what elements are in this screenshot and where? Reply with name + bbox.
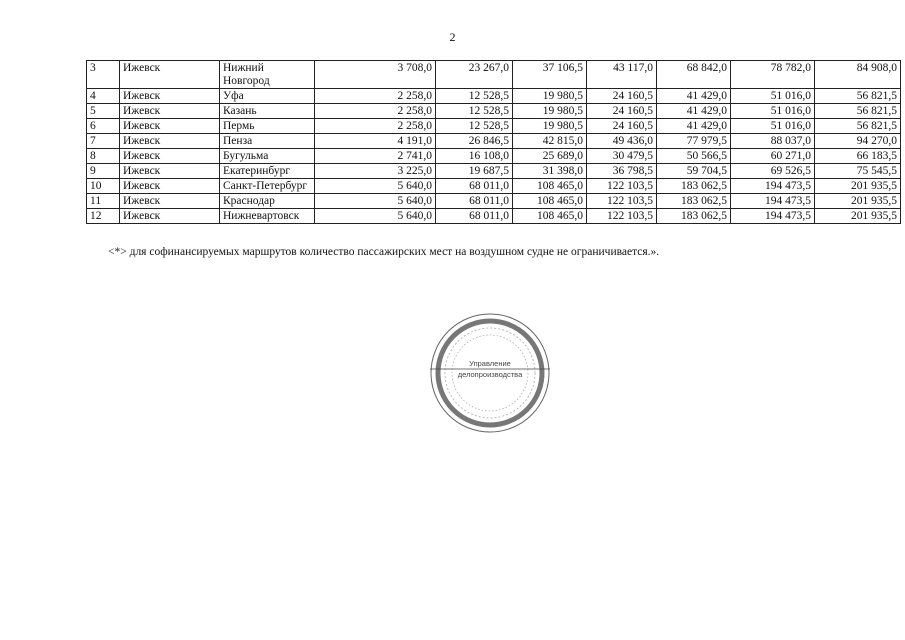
value-cell: 24 160,5 xyxy=(587,104,657,119)
row-number-cell: 3 xyxy=(87,61,120,89)
value-cell: 56 821,5 xyxy=(815,104,901,119)
row-number-cell: 8 xyxy=(87,149,120,164)
row-number-cell: 12 xyxy=(87,209,120,224)
table-row xyxy=(87,134,901,149)
value-cell: 122 103,5 xyxy=(587,179,657,194)
value-cell: 201 935,5 xyxy=(815,194,901,209)
origin-city-cell: Ижевск xyxy=(120,194,220,209)
value-cell: 19 980,5 xyxy=(513,104,587,119)
value-cell: 68 011,0 xyxy=(436,194,513,209)
value-cell: 5 640,0 xyxy=(315,179,436,194)
origin-city-cell: Ижевск xyxy=(120,149,220,164)
value-cell: 59 704,5 xyxy=(657,164,731,179)
value-cell: 5 640,0 xyxy=(315,209,436,224)
destination-city-cell: Казань xyxy=(220,104,315,119)
value-cell: 41 429,0 xyxy=(657,89,731,104)
value-cell: 51 016,0 xyxy=(731,119,815,134)
value-cell: 66 183,5 xyxy=(815,149,901,164)
value-cell: 41 429,0 xyxy=(657,119,731,134)
destination-city-cell: Уфа xyxy=(220,89,315,104)
routes-table xyxy=(86,60,901,224)
value-cell: 183 062,5 xyxy=(657,209,731,224)
value-cell: 36 798,5 xyxy=(587,164,657,179)
destination-city-cell: Екатеринбург xyxy=(220,164,315,179)
value-cell: 69 526,5 xyxy=(731,164,815,179)
value-cell: 2 258,0 xyxy=(315,119,436,134)
destination-city-cell: Краснодар xyxy=(220,194,315,209)
value-cell: 68 842,0 xyxy=(657,61,731,89)
value-cell: 2 741,0 xyxy=(315,149,436,164)
table-row xyxy=(87,194,901,209)
value-cell: 51 016,0 xyxy=(731,104,815,119)
value-cell: 23 267,0 xyxy=(436,61,513,89)
value-cell: 183 062,5 xyxy=(657,194,731,209)
value-cell: 31 398,0 xyxy=(513,164,587,179)
value-cell: 19 980,5 xyxy=(513,119,587,134)
row-number-cell: 11 xyxy=(87,194,120,209)
page-number: 2 xyxy=(449,30,456,44)
value-cell: 201 935,5 xyxy=(815,179,901,194)
value-cell: 25 689,0 xyxy=(513,149,587,164)
destination-city-cell: Нижневартовск xyxy=(220,209,315,224)
value-cell: 26 846,5 xyxy=(436,134,513,149)
footnote: <*> для софинансируемых маршрутов количество пассажирских мест на воздушном судне не ограничивается.». xyxy=(108,246,660,258)
value-cell: 75 545,5 xyxy=(815,164,901,179)
origin-city-cell: Ижевск xyxy=(120,134,220,149)
value-cell: 108 465,0 xyxy=(513,179,587,194)
value-cell: 51 016,0 xyxy=(731,89,815,104)
destination-city-cell: Санкт-Петербург xyxy=(220,179,315,194)
origin-city-cell: Ижевск xyxy=(120,61,220,89)
origin-city-cell: Ижевск xyxy=(120,179,220,194)
value-cell: 122 103,5 xyxy=(587,209,657,224)
row-number-cell: 5 xyxy=(87,104,120,119)
value-cell: 4 191,0 xyxy=(315,134,436,149)
value-cell: 78 782,0 xyxy=(731,61,815,89)
row-number-cell: 4 xyxy=(87,89,120,104)
value-cell: 201 935,5 xyxy=(815,209,901,224)
value-cell: 60 271,0 xyxy=(731,149,815,164)
table-row xyxy=(87,209,901,224)
value-cell: 108 465,0 xyxy=(513,194,587,209)
value-cell: 2 258,0 xyxy=(315,89,436,104)
row-number-cell: 6 xyxy=(87,119,120,134)
stamp-text-1: Управление xyxy=(469,359,511,368)
table-row xyxy=(87,89,901,104)
destination-city-cell: Нижний Новгород xyxy=(220,61,315,89)
value-cell: 19 980,5 xyxy=(513,89,587,104)
value-cell: 12 528,5 xyxy=(436,89,513,104)
value-cell: 42 815,0 xyxy=(513,134,587,149)
origin-city-cell: Ижевск xyxy=(120,164,220,179)
value-cell: 12 528,5 xyxy=(436,119,513,134)
value-cell: 30 479,5 xyxy=(587,149,657,164)
value-cell: 24 160,5 xyxy=(587,119,657,134)
value-cell: 183 062,5 xyxy=(657,179,731,194)
value-cell: 194 473,5 xyxy=(731,194,815,209)
value-cell: 194 473,5 xyxy=(731,179,815,194)
value-cell: 19 687,5 xyxy=(436,164,513,179)
value-cell: 41 429,0 xyxy=(657,104,731,119)
value-cell: 56 821,5 xyxy=(815,89,901,104)
value-cell: 3 225,0 xyxy=(315,164,436,179)
value-cell: 194 473,5 xyxy=(731,209,815,224)
origin-city-cell: Ижевск xyxy=(120,89,220,104)
row-number-cell: 7 xyxy=(87,134,120,149)
value-cell: 16 108,0 xyxy=(436,149,513,164)
value-cell: 84 908,0 xyxy=(815,61,901,89)
table-row xyxy=(87,104,901,119)
value-cell: 108 465,0 xyxy=(513,209,587,224)
value-cell: 5 640,0 xyxy=(315,194,436,209)
value-cell: 49 436,0 xyxy=(587,134,657,149)
table-row xyxy=(87,164,901,179)
table-row xyxy=(87,119,901,134)
value-cell: 43 117,0 xyxy=(587,61,657,89)
origin-city-cell: Ижевск xyxy=(120,119,220,134)
value-cell: 56 821,5 xyxy=(815,119,901,134)
row-number-cell: 9 xyxy=(87,164,120,179)
table-row xyxy=(87,149,901,164)
destination-city-cell: Пермь xyxy=(220,119,315,134)
value-cell: 77 979,5 xyxy=(657,134,731,149)
value-cell: 50 566,5 xyxy=(657,149,731,164)
value-cell: 94 270,0 xyxy=(815,134,901,149)
destination-city-cell: Пенза xyxy=(220,134,315,149)
round-stamp xyxy=(428,311,552,440)
stamp-text-2: делопроизводства xyxy=(457,370,523,379)
value-cell: 3 708,0 xyxy=(315,61,436,89)
value-cell: 37 106,5 xyxy=(513,61,587,89)
value-cell: 68 011,0 xyxy=(436,209,513,224)
value-cell: 2 258,0 xyxy=(315,104,436,119)
origin-city-cell: Ижевск xyxy=(120,209,220,224)
origin-city-cell: Ижевск xyxy=(120,104,220,119)
value-cell: 68 011,0 xyxy=(436,179,513,194)
table-row xyxy=(87,61,901,89)
table-row xyxy=(87,179,901,194)
row-number-cell: 10 xyxy=(87,179,120,194)
value-cell: 12 528,5 xyxy=(436,104,513,119)
value-cell: 122 103,5 xyxy=(587,194,657,209)
value-cell: 88 037,0 xyxy=(731,134,815,149)
destination-city-cell: Бугульма xyxy=(220,149,315,164)
value-cell: 24 160,5 xyxy=(587,89,657,104)
